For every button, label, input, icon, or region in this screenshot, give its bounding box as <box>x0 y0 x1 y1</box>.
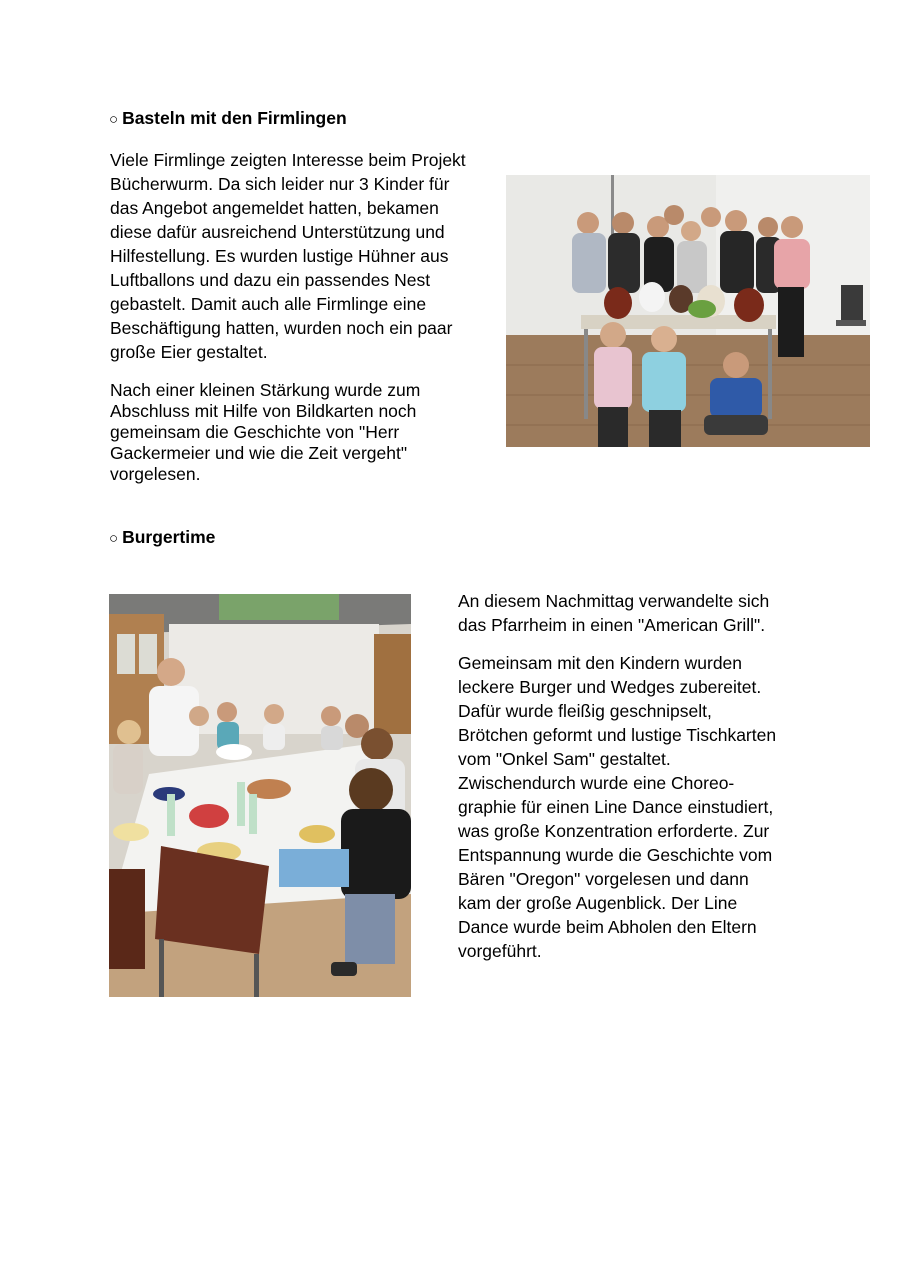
text-line: Zwischendurch wurde eine Choreo- <box>458 773 735 793</box>
text-line: Entspannung wurde die Geschichte vom <box>458 845 773 865</box>
text-line: Viele Firmlinge zeigten Interesse beim Projekt <box>110 150 466 170</box>
text-line: Brötchen geformt und lustige Tischkarten <box>458 725 777 745</box>
section1-paragraph2 <box>110 380 500 485</box>
text-line: Gemeinsam mit den Kindern wurden <box>458 653 743 673</box>
section1-paragraph1 <box>110 148 500 364</box>
group-photo-firmlinge <box>506 175 870 447</box>
burger-photo-illustration <box>109 594 411 997</box>
section-heading-basteln <box>109 108 347 129</box>
text-line: An diesem Nachmittag verwandelte sich <box>458 591 770 611</box>
burger-table-photo <box>109 594 411 997</box>
group-photo-illustration <box>506 175 870 447</box>
text-line: Luftballons und dazu ein passendes Nest <box>110 270 431 290</box>
bullet-circle: ○ <box>109 111 119 128</box>
section-heading-burgertime <box>109 527 215 548</box>
text-line: vom "Onkel Sam" gestaltet. <box>458 749 671 769</box>
text-line: gemeinsam die Geschichte von "Herr <box>110 422 400 442</box>
text-line: gebastelt. Damit auch alle Firmlinge eine <box>110 294 427 314</box>
text-line: Beschäftigung hatten, wurden noch ein paar <box>110 318 453 338</box>
text-line: kam der große Augenblick. Der Line <box>458 893 738 913</box>
text-line: Gackermeier und wie die Zeit vergeht" <box>110 443 408 463</box>
section2-paragraph2 <box>458 651 818 963</box>
text-line: Hilfestellung. Es wurden lustige Hühner aus <box>110 246 449 266</box>
text-line: leckere Burger und Wedges zubereitet. <box>458 677 762 697</box>
text-line: große Eier gestaltet. <box>110 342 268 362</box>
text-line: graphie für einen Line Dance einstudiert, <box>458 797 774 817</box>
section-title: Basteln mit den Firmlingen <box>122 108 347 128</box>
section2-paragraph1 <box>458 589 818 637</box>
text-line: Bären "Oregon" vorgelesen und dann <box>458 869 749 889</box>
text-line: Dafür wurde fleißig geschnipselt, <box>458 701 712 721</box>
text-line: vorgeführt. <box>458 941 542 961</box>
text-line: das Pfarrheim in einen "American Grill". <box>458 615 766 635</box>
text-line: Dance wurde beim Abholen den Eltern <box>458 917 757 937</box>
text-line: Abschluss mit Hilfe von Bildkarten noch <box>110 401 417 421</box>
text-line: das Angebot angemeldet hatten, bekamen <box>110 198 439 218</box>
text-line: vorgelesen. <box>110 464 201 484</box>
text-line: Bücherwurm. Da sich leider nur 3 Kinder für <box>110 174 450 194</box>
text-line: was große Konzentration erforderte. Zur <box>458 821 770 841</box>
text-line: Nach einer kleinen Stärkung wurde zum <box>110 380 421 400</box>
text-line: diese dafür ausreichend Unterstützung und <box>110 222 445 242</box>
section-title: Burgertime <box>122 527 216 547</box>
bullet-circle: ○ <box>109 530 119 547</box>
